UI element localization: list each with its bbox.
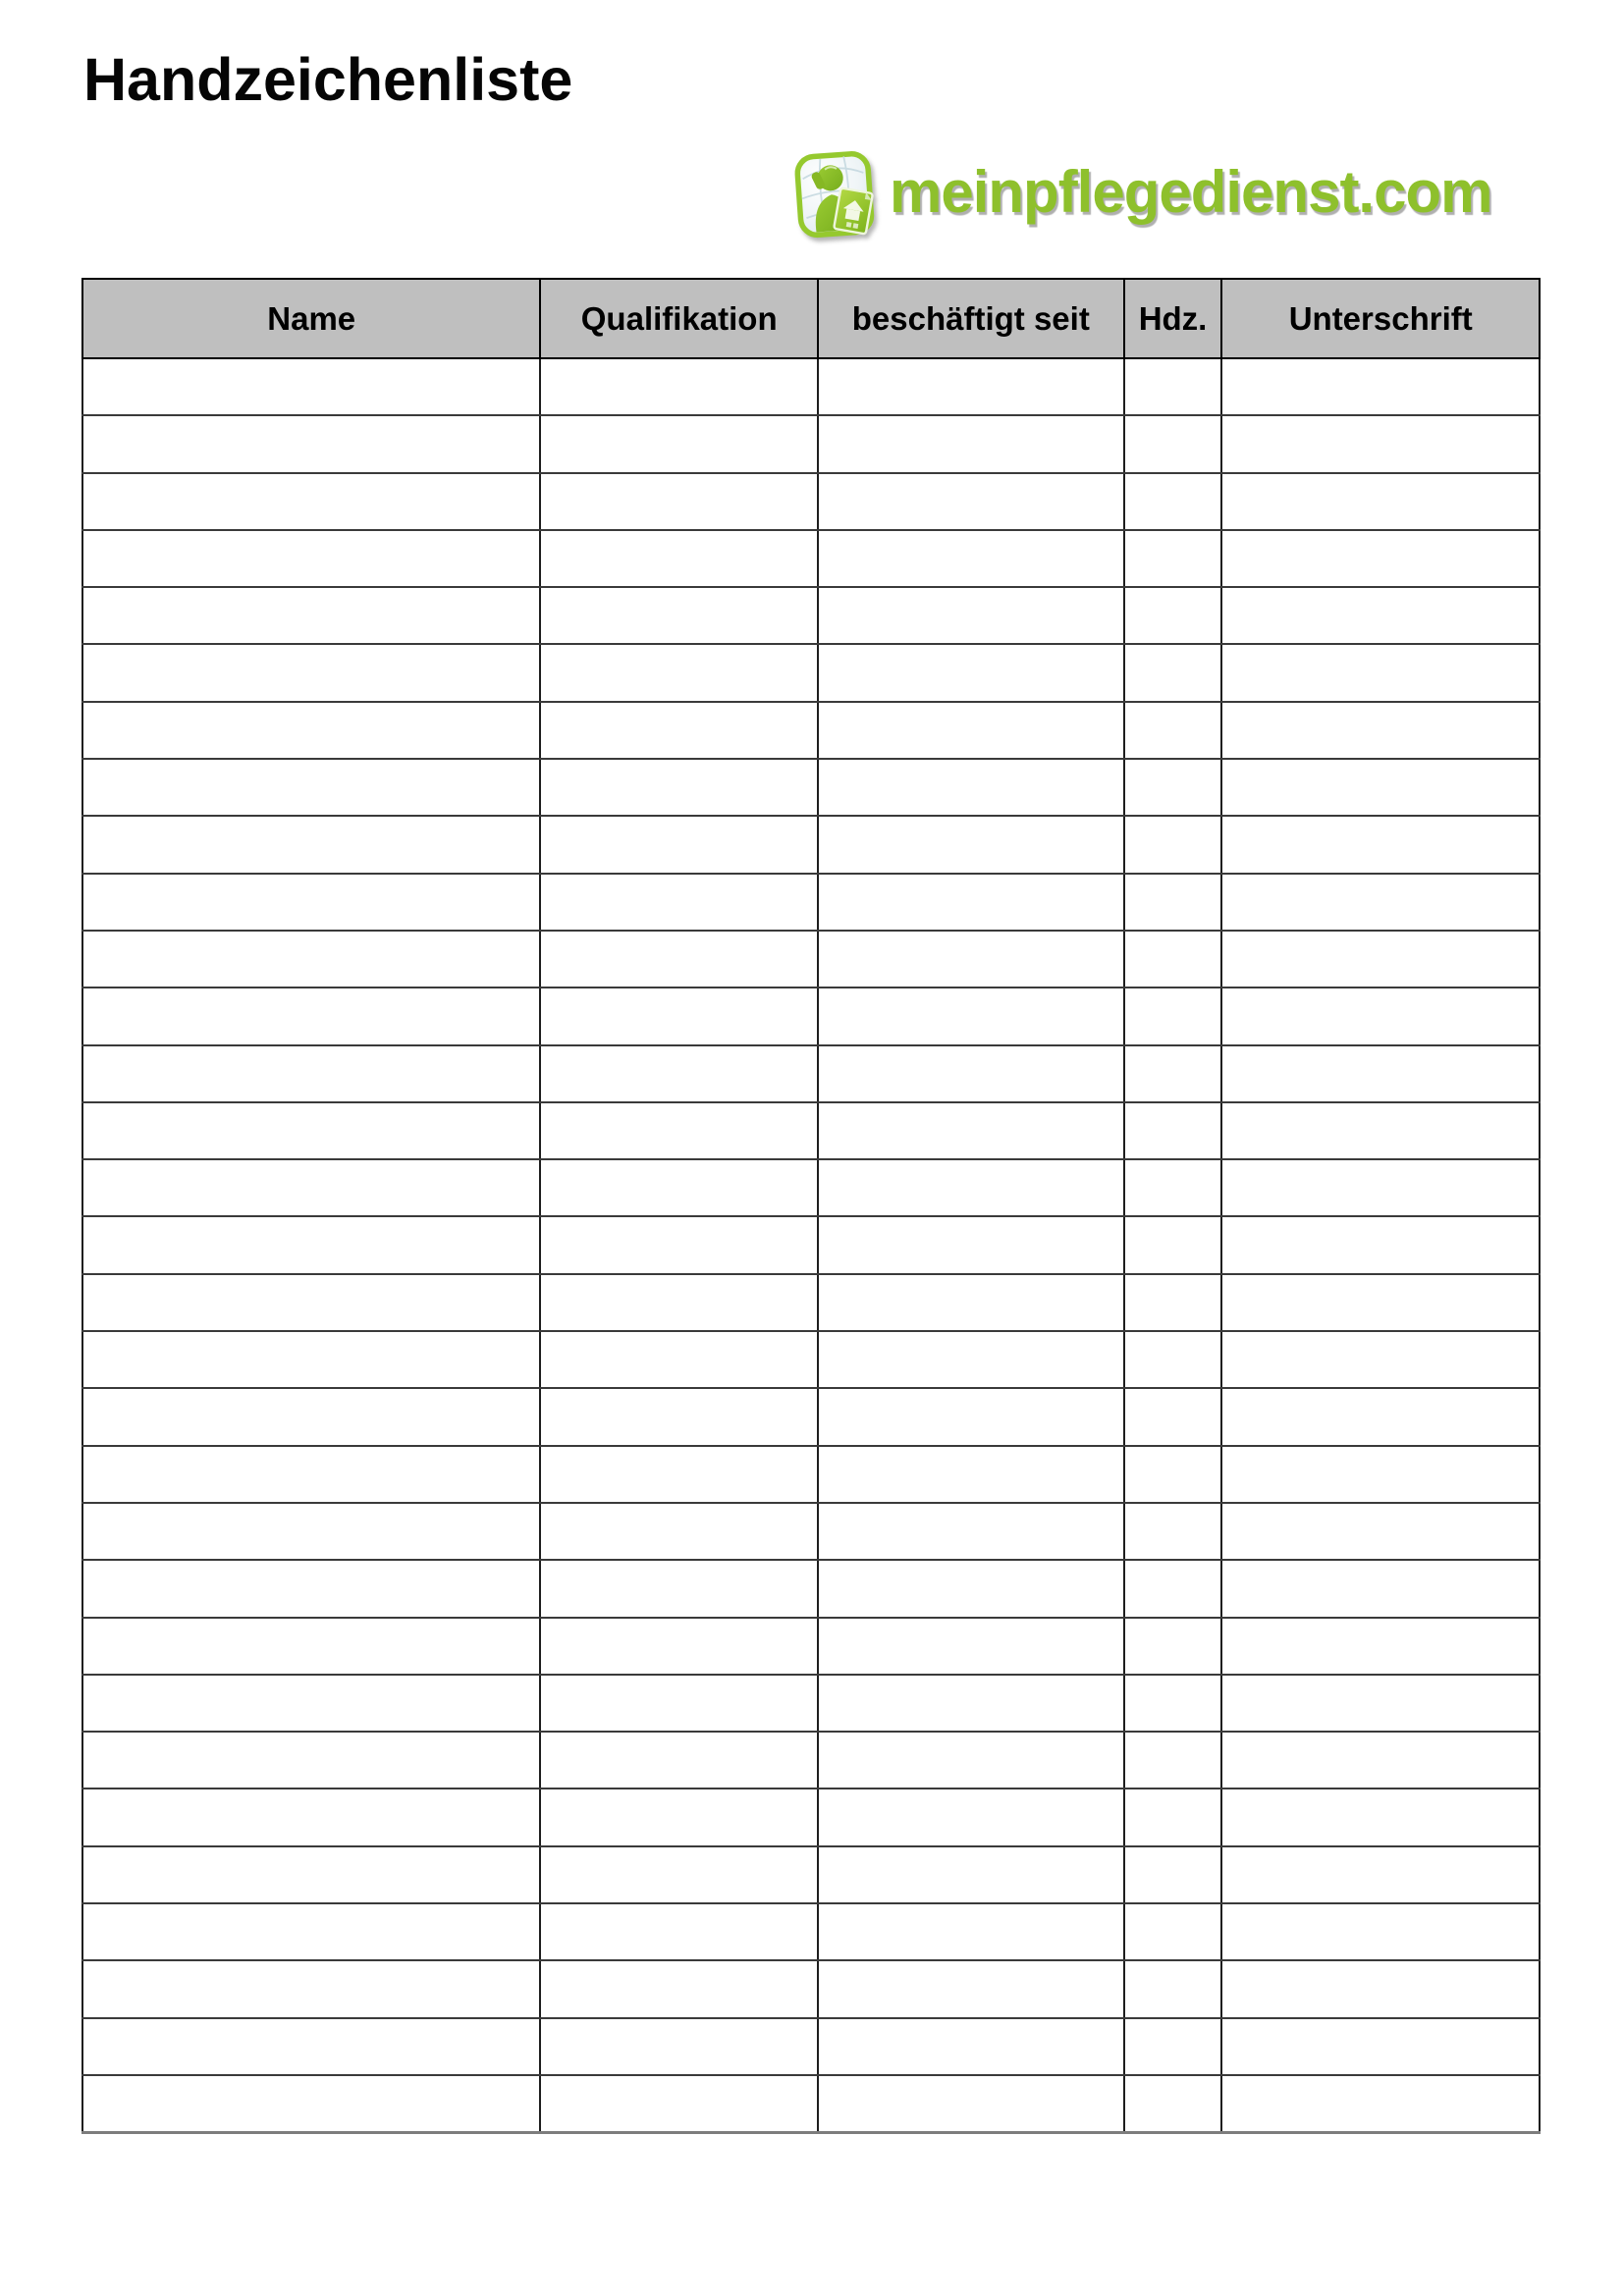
table-cell: [1221, 2018, 1540, 2075]
table-cell: [1124, 1102, 1222, 1159]
table-cell: [82, 702, 540, 759]
table-cell: [540, 1216, 818, 1273]
table-cell: [540, 644, 818, 701]
table-cell: [540, 415, 818, 472]
table-cell: [1221, 1102, 1540, 1159]
table-cell: [82, 644, 540, 701]
table-row: [82, 644, 1540, 701]
table-cell: [1221, 874, 1540, 931]
table-cell: [82, 1216, 540, 1273]
table-cell: [540, 1675, 818, 1732]
table-cell: [818, 702, 1124, 759]
table-cell: [1221, 1560, 1540, 1617]
table-row: [82, 358, 1540, 415]
table-cell: [818, 1102, 1124, 1159]
table-cell: [1221, 1675, 1540, 1732]
table-cell: [818, 874, 1124, 931]
table-cell: [818, 759, 1124, 816]
table-cell: [818, 1216, 1124, 1273]
table-cell: [818, 1732, 1124, 1789]
table-cell: [1124, 2018, 1222, 2075]
table-cell: [1221, 1331, 1540, 1388]
table-row: [82, 1274, 1540, 1331]
table-cell: [82, 1618, 540, 1675]
table-cell: [82, 530, 540, 587]
table-cell: [1221, 1789, 1540, 1845]
table-cell: [1124, 816, 1222, 873]
table-cell: [1124, 1274, 1222, 1331]
table-cell: [1124, 1446, 1222, 1503]
table-cell: [540, 988, 818, 1044]
table-cell: [818, 1618, 1124, 1675]
table-cell: [82, 2075, 540, 2133]
table-cell: [540, 931, 818, 988]
table-cell: [1221, 473, 1540, 530]
signature-list-table: [81, 278, 1541, 2134]
table-row: [82, 1446, 1540, 1503]
table-cell: [818, 530, 1124, 587]
table-cell: [818, 1331, 1124, 1388]
table-cell: [818, 1274, 1124, 1331]
table-cell: [818, 1159, 1124, 1216]
table-cell: [82, 1331, 540, 1388]
table-cell: [82, 1159, 540, 1216]
table-cell: [82, 759, 540, 816]
column-header-2: beschäftigt seit: [818, 279, 1124, 358]
table-cell: [1221, 702, 1540, 759]
table-cell: [82, 1675, 540, 1732]
table-cell: [1124, 1216, 1222, 1273]
table-cell: [1221, 1846, 1540, 1903]
table-cell: [818, 1960, 1124, 2017]
table-row: [82, 816, 1540, 873]
table-cell: [1221, 644, 1540, 701]
table-cell: [818, 1789, 1124, 1845]
logo-text: meinpflegedienst.com: [890, 159, 1492, 225]
table-cell: [1221, 931, 1540, 988]
table-cell: [818, 1503, 1124, 1560]
table-cell: [1124, 415, 1222, 472]
table-cell: [1124, 1045, 1222, 1102]
table-cell: [818, 358, 1124, 415]
table-cell: [540, 530, 818, 587]
table-cell: [818, 415, 1124, 472]
table-cell: [818, 988, 1124, 1044]
table-cell: [1124, 1732, 1222, 1789]
table-cell: [82, 1388, 540, 1445]
table-row: [82, 1331, 1540, 1388]
table-row: [82, 1045, 1540, 1102]
table-row: [82, 473, 1540, 530]
table-cell: [82, 1446, 540, 1503]
table-cell: [540, 1903, 818, 1960]
table-cell: [818, 1560, 1124, 1617]
table-cell: [82, 931, 540, 988]
table-cell: [1124, 1560, 1222, 1617]
table-cell: [540, 1789, 818, 1845]
table-row: [82, 1960, 1540, 2017]
table-cell: [540, 1274, 818, 1331]
table-cell: [540, 2018, 818, 2075]
table-cell: [818, 473, 1124, 530]
table-cell: [82, 473, 540, 530]
table-row: [82, 1789, 1540, 1845]
table-body: [82, 358, 1540, 2133]
table-cell: [1124, 644, 1222, 701]
column-header-3: Hdz.: [1124, 279, 1222, 358]
table-row: [82, 759, 1540, 816]
table-cell: [818, 931, 1124, 988]
table-cell: [540, 874, 818, 931]
table-cell: [818, 1045, 1124, 1102]
table-cell: [1221, 1274, 1540, 1331]
table-cell: [818, 1675, 1124, 1732]
page-title: Handzeichenliste: [83, 46, 573, 113]
table-cell: [540, 759, 818, 816]
table-row: [82, 1903, 1540, 1960]
table-row: [82, 1732, 1540, 1789]
table-row: [82, 415, 1540, 472]
table-cell: [540, 1618, 818, 1675]
table-cell: [540, 1388, 818, 1445]
table-cell: [1124, 1846, 1222, 1903]
table-cell: [1124, 473, 1222, 530]
table-cell: [540, 1102, 818, 1159]
table-cell: [540, 1331, 818, 1388]
table-cell: [1124, 1388, 1222, 1445]
table-cell: [82, 1789, 540, 1845]
table-cell: [540, 1960, 818, 2017]
table-cell: [1221, 1618, 1540, 1675]
table-row: [82, 1159, 1540, 1216]
table-cell: [1221, 759, 1540, 816]
table-cell: [1124, 358, 1222, 415]
table-cell: [1221, 816, 1540, 873]
table-cell: [1221, 530, 1540, 587]
table-cell: [1221, 587, 1540, 644]
table-cell: [82, 1503, 540, 1560]
table-cell: [82, 1102, 540, 1159]
table-cell: [818, 2018, 1124, 2075]
table-cell: [1124, 1960, 1222, 2017]
table-cell: [1221, 1446, 1540, 1503]
table-cell: [1221, 358, 1540, 415]
table-cell: [818, 2075, 1124, 2133]
table-cell: [82, 874, 540, 931]
table-cell: [1221, 1732, 1540, 1789]
table-cell: [540, 1045, 818, 1102]
table-row: [82, 1675, 1540, 1732]
table-cell: [1124, 1331, 1222, 1388]
table-cell: [1221, 1503, 1540, 1560]
column-header-0: Name: [82, 279, 540, 358]
table-cell: [1221, 988, 1540, 1044]
table-cell: [82, 816, 540, 873]
table-row: [82, 1102, 1540, 1159]
table-cell: [82, 1274, 540, 1331]
table-cell: [82, 587, 540, 644]
table-cell: [1124, 1159, 1222, 1216]
table-row: [82, 530, 1540, 587]
table-row: [82, 1388, 1540, 1445]
table-cell: [1221, 415, 1540, 472]
table-cell: [540, 587, 818, 644]
table-row: [82, 2075, 1540, 2133]
table-header-row: [82, 279, 1540, 358]
table-cell: [540, 1446, 818, 1503]
table-cell: [1124, 587, 1222, 644]
table-cell: [1221, 1388, 1540, 1445]
table-row: [82, 1216, 1540, 1273]
table-cell: [818, 587, 1124, 644]
table-row: [82, 1846, 1540, 1903]
table-cell: [82, 415, 540, 472]
table-cell: [818, 1846, 1124, 1903]
table-cell: [82, 988, 540, 1044]
column-header-4: Unterschrift: [1221, 279, 1540, 358]
table-row: [82, 874, 1540, 931]
table-cell: [818, 1903, 1124, 1960]
table-row: [82, 1503, 1540, 1560]
table-cell: [1221, 1045, 1540, 1102]
table-cell: [1124, 1618, 1222, 1675]
table-cell: [82, 2018, 540, 2075]
table-cell: [82, 1903, 540, 1960]
table-cell: [540, 473, 818, 530]
table-row: [82, 587, 1540, 644]
table-row: [82, 702, 1540, 759]
table-cell: [540, 702, 818, 759]
table-cell: [1221, 1960, 1540, 2017]
caregiver-with-document-icon: [791, 145, 880, 247]
table-cell: [818, 644, 1124, 701]
table-cell: [1124, 2075, 1222, 2133]
table-cell: [82, 1732, 540, 1789]
table-row: [82, 1560, 1540, 1617]
table-cell: [1124, 988, 1222, 1044]
table-row: [82, 2018, 1540, 2075]
table-cell: [1124, 759, 1222, 816]
table-cell: [818, 1446, 1124, 1503]
table-cell: [82, 1846, 540, 1903]
table-row: [82, 1618, 1540, 1675]
table-cell: [1124, 874, 1222, 931]
table-cell: [1124, 530, 1222, 587]
column-header-1: Qualifikation: [540, 279, 818, 358]
table-cell: [82, 1560, 540, 1617]
table-cell: [82, 1960, 540, 2017]
table-cell: [540, 1732, 818, 1789]
table-cell: [1221, 1159, 1540, 1216]
table-cell: [1124, 1789, 1222, 1845]
table-cell: [1221, 2075, 1540, 2133]
table-cell: [1221, 1903, 1540, 1960]
table-cell: [1124, 931, 1222, 988]
table-cell: [818, 816, 1124, 873]
table-cell: [540, 1503, 818, 1560]
brand-logo: [791, 145, 1491, 247]
table-cell: [1124, 1675, 1222, 1732]
table-cell: [1124, 1903, 1222, 1960]
table-cell: [82, 358, 540, 415]
table-row: [82, 988, 1540, 1044]
table-cell: [540, 1560, 818, 1617]
table-cell: [540, 1159, 818, 1216]
table-cell: [1124, 1503, 1222, 1560]
table-cell: [540, 2075, 818, 2133]
table-cell: [540, 816, 818, 873]
table-cell: [540, 358, 818, 415]
table-cell: [540, 1846, 818, 1903]
table-cell: [818, 1388, 1124, 1445]
table-cell: [1124, 702, 1222, 759]
table-row: [82, 931, 1540, 988]
table-cell: [1221, 1216, 1540, 1273]
table-cell: [82, 1045, 540, 1102]
